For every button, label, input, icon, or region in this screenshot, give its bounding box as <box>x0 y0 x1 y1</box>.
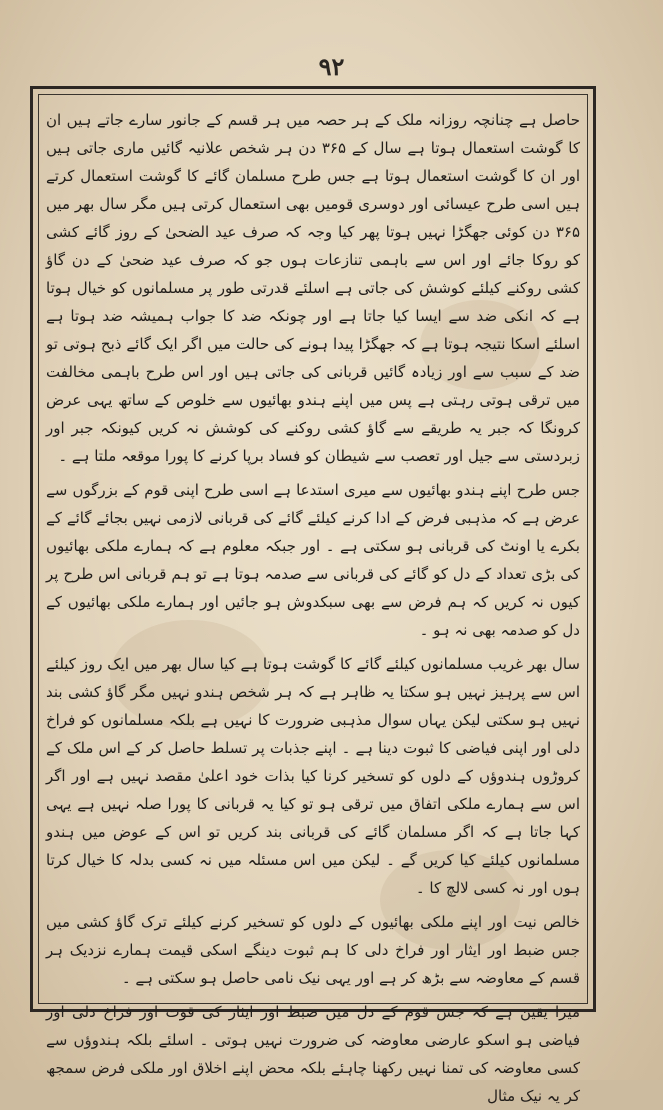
paragraph-5: میرا یقین ہے کہ جس قوم کے دل میں ضبط اور ایثار کی قوت اور فراخ دلی اور فیاضی ہو اسکو عارضی معاوضہ کی ضرورت نہیں ہوتی ۔ اسلئے بلکہ ہندوؤں سے کسی معاوضہ کی تمنا نہیں رکھنا چاہئے بلکہ محض اپنے اخلاق اور ملکی فرض سمجھ کر یہ نیک مثال <box>46 1003 580 1105</box>
paragraph-2: جس طرح اپنے ہندو بھائیوں سے میری استدعا ہے اسی طرح اپنی قوم کے بزرگوں سے عرض ہے کہ مذہبی فرض کے ادا کرنے کیلئے گائے کی قربانی لازمی نہیں بجائے گائے کے بکرے یا اونٹ کی قربانی ہو سکتی ہے ۔ اور جبکہ معلوم ہے کہ ہمارے ملکی بھائیوں کی بڑی تعداد کے دل کو گائے کی قربانی سے صدمہ ہوتا ہے تو ہم قربانی اس طرح پر کیوں نہ کریں کہ ہم فرض سے بھی سبکدوش ہو جائیں اور ہمارے ملکی بھائیوں کے دل کو صدمہ بھی نہ ہو ۔ <box>46 481 580 639</box>
paragraph-3: سال بھر غریب مسلمانوں کیلئے گائے کا گوشت ہوتا ہے کیا سال بھر میں ایک روز کیلئے اس سے پرہیز نہیں ہو سکتا یہ ظاہر ہے کہ ہر شخص ہندو نہیں مگر گاؤ کشی بند نہیں ہو سکتی لیکن یہاں سوال مذہبی ضرورت کا نہیں ہے بلکہ مسلمانوں کو فراخ دلی اور اپنی فیاضی کا ثبوت دینا ہے ۔ اپنے جذبات پر تسلط حاصل کر کے اس ملک کے کروڑوں ہندوؤں کے دلوں کو تسخیر کرنا کیا بذات خود اعلیٰ مقصد نہیں ہے اور اگر اس سے ہمارے ملکی اتفاق میں ترقی ہو تو کیا یہ قربانی کا پورا صلہ نہیں ہے یہی کہا جاتا ہے کہ اگر مسلمان گائے کی قربانی بند کریں تو اس کے عوض میں ہندو مسلمانوں کیلئے کیا کریں گے ۔ لیکن میں اس مسئلہ میں نہ کسی بدلہ کا خیال کرتا ہوں اور نہ کسی لالچ کا ۔ <box>46 655 580 897</box>
body-text <box>46 106 580 1105</box>
paragraph-1: حاصل ہے چنانچہ روزانہ ملک کے ہر حصہ میں ہر قسم کے جانور سارے جاتے ہیں ان کا گوشت استعمال ہوتا ہے سال کے ۳۶۵ دن ہر شخص علانیہ گائیں ماری جاتی ہیں اور ان کا گوشت استعمال ہوتا ہے جس طرح مسلمان گائے کا گوشت استعمال کرتے ہیں اسی طرح عیسائی اور دوسری قومیں بھی استعمال کرتی ہیں مگر سال بھر میں ۳۶۵ دن کوئی جھگڑا نہیں ہوتا پھر کیا وجہ کہ صرف عید الضحیٰ کے روز گائے کشی کو روکا جائے اور اس سے باہمی تنازعات ہوں جو کہ صرف عید ضحیٰ کے دن گاؤ کشی روکنے کیلئے کوشش کی جاتی ہے اسلئے قدرتی طور پر مسلمانوں کو خیال ہوتا ہے کہ انکی ضد سے ایسا کیا جاتا ہے اور چونکہ ضد کا جواب ہمیشہ ضد ہوتا ہے اسلئے اسکا نتیجہ ہوتا ہے کہ جھگڑا پیدا ہونے کی حالت میں اگر ایک گائے ذبح ہوتی تو ضد کے سبب سے اور زیادہ گائیں قربانی کی جاتی ہیں اور اس طرح باہمی مخالفت میں ترقی ہوتی رہتی ہے پس میں اپنے ہندو بھائیوں سے خلوص کے ساتھ یہی عرض کرونگا کہ جبر یہ طریقے سے گاؤ کشی روکنے کی کوشش نہ کریں کیونکہ جبر اور زبردستی سے جیل اور تعصب سے شیطان کو فساد برپا کرنے کا پورا موقعہ ملتا ہے ۔ <box>46 111 580 465</box>
paragraph-4: خالص نیت اور اپنے ملکی بھائیوں کے دلوں کو تسخیر کرنے کیلئے ترک گاؤ کشی میں جس ضبط اور ایثار اور فراخ دلی کا ہم ثبوت دینگے اسکی قیمت ہمارے نزدیک ہر قسم کے معاوضہ سے بڑھ کر ہے اور یہی نیک نامی حاصل ہو سکتی ہے ۔ <box>46 913 580 987</box>
page-number: ۹۲ <box>318 52 345 81</box>
